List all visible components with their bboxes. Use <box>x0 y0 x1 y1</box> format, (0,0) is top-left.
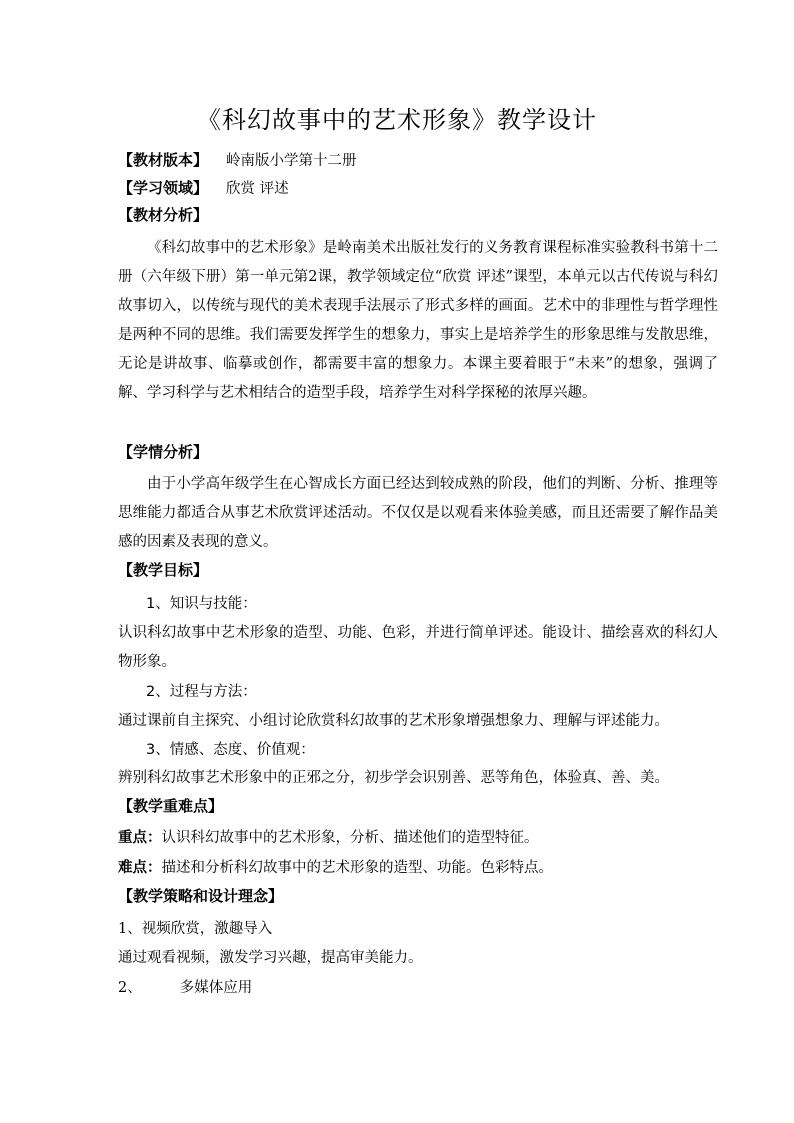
domain-label: 【学习领域】 <box>118 179 209 197</box>
key-text: 认识科幻故事中的艺术形象，分析、描述他们的造型特征。 <box>161 830 539 846</box>
analysis-paragraph: 《科幻故事中的艺术形象》是岭南美术出版社发行的义务教育课程标准实验教科书第十二册（六年级下册）第一单元第2课，教学领域定位“欣赏 评述”课型，本单元以古代传说与科幻故事切入，以传统与现代的美术表现手法展示了形式多样的画面。艺术中的非理性与哲学理性是两种不同的思维。我们需要发挥学生的想象力，事实上是培养学生的形象思维与发散思维，无论是讲故事、临摹或创作，都需要丰富的想象力。本课主要着眼于“未来”的想象，强调了解、学习科学与艺术相结合的造型手段，培养学生对科学探秘的浓厚兴趣。 <box>118 240 718 401</box>
strategy1-text: 通过观看视频，激发学习兴趣，提高审美能力。 <box>118 950 423 966</box>
learner-heading: 【学情分析】 <box>118 443 209 461</box>
keypoints-heading: 【教学重难点】 <box>118 797 224 815</box>
analysis-heading: 【教材分析】 <box>118 206 209 224</box>
edition-value: 岭南版小学第十二册 <box>226 153 357 169</box>
strategy2-number: 2、 <box>118 980 142 996</box>
strategy-heading: 【教学策略和设计理念】 <box>118 887 284 905</box>
difficult-point-row <box>118 858 718 878</box>
difficult-label: 难点： <box>118 860 162 876</box>
goal3-title: 3、情感、态度、价值观： <box>146 742 315 758</box>
key-label: 重点： <box>118 830 162 846</box>
strategy2-row <box>118 978 718 998</box>
goal1-title: 1、知识与技能： <box>146 596 257 612</box>
domain-row <box>118 178 718 199</box>
goals-heading: 【教学目标】 <box>118 561 209 579</box>
goal3-text: 辨别科幻故事艺术形象中的正邪之分，初步学会识别善、恶等角色，体验真、善、美。 <box>118 770 669 786</box>
goal2-text: 通过课前自主探究、小组讨论欣赏科幻故事的艺术形象增强想象力、理解与评述能力。 <box>118 713 669 729</box>
strategy1-title: 1、视频欣赏，激趣导入 <box>118 921 273 937</box>
goal2-title: 2、过程与方法： <box>146 684 257 700</box>
edition-label: 【教材版本】 <box>118 151 209 169</box>
domain-value: 欣赏 评述 <box>226 181 289 197</box>
edition-row <box>118 150 718 171</box>
learner-paragraph: 由于小学高年级学生在心智成长方面已经达到较成熟的阶段，他们的判断、分析、推理等思维能力都适合从事艺术欣赏评述活动。不仅仅是以观看来体验美感，而且还需要了解作品美感的因素及表现的意义。 <box>118 476 718 550</box>
key-point-row <box>118 828 718 848</box>
goal1-text: 认识科幻故事中艺术形象的造型、功能、色彩，并进行简单评述。能设计、描绘喜欢的科幻人物形象。 <box>118 625 718 670</box>
strategy2-title: 多媒体应用 <box>179 980 253 996</box>
page-title: 《科幻故事中的艺术形象》教学设计 <box>197 106 597 134</box>
difficult-text: 描述和分析科幻故事中的艺术形象的造型、功能。色彩特点。 <box>161 860 553 876</box>
